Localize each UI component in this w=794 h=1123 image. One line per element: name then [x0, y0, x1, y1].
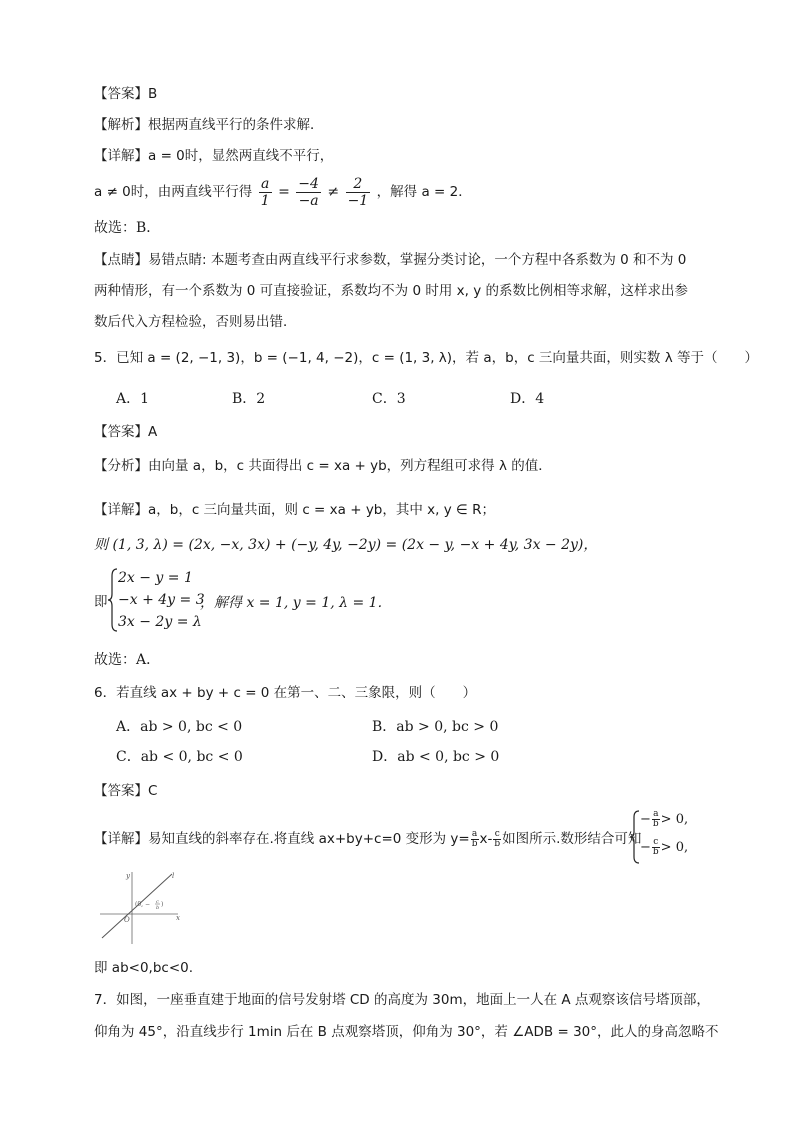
point-tag: 【点睛】 — [94, 252, 148, 268]
analysis-tag: 【分析】 — [94, 458, 148, 474]
q4-analysis-row — [94, 115, 324, 135]
q4-answer-row — [94, 84, 157, 104]
detail-text-a: 易知直线的斜率存在.将直线 ax+by+c=0 变形为 y= — [148, 831, 470, 847]
fraction-2-over-neg1: $\frac{2}{-1}$ — [347, 175, 369, 209]
q6-stem: 6．若直线 ax + by + c = 0 在第一、二、三象限，则（ ） — [94, 685, 477, 701]
fraction-neg4-over-neg-a: $\frac{-4}{-a}$ — [298, 175, 319, 209]
left-brace-icon — [630, 810, 640, 864]
svg-text:b: b — [156, 905, 160, 911]
system-equation-2: −x + 4y = 3 — [118, 592, 205, 608]
analysis-text: 由向量 a，b，c 共面得出 c = xa + yb，列方程组可求得 λ 的值． — [148, 458, 552, 474]
detail-line-2a: a ≠ 0时，由两直线平行得 — [94, 184, 253, 200]
answer-tag: 【答案】 — [94, 424, 148, 440]
q4-point-row-1 — [94, 250, 686, 270]
detail-tag: 【详解】 — [94, 831, 148, 847]
line-graph-figure — [98, 868, 184, 948]
svg-text:c: c — [156, 899, 159, 905]
q6-conclusion: 即 ab<0,bc<0. — [94, 960, 194, 976]
origin-label: O — [124, 916, 130, 924]
line-label: l — [172, 872, 175, 880]
q4-detail-row — [94, 146, 333, 166]
intercept-label: (0, − — [135, 901, 150, 908]
point-line-3: 数后代入方程检验，否则易出错． — [94, 314, 297, 330]
answer-value: B — [148, 86, 158, 102]
q5-system-solution: ，解得 x = 1, y = 1, λ = 1． — [200, 595, 392, 611]
q5-option-c: C．3 — [372, 391, 406, 407]
detail-line-1: a，b，c 三向量共面，则 c = xa + yb，其中 x, y ∈ R； — [148, 502, 495, 518]
answer-tag: 【答案】 — [94, 783, 148, 799]
q4-choose: 故选：B． — [94, 220, 161, 236]
point-line-1: 易错点睛: 本题考查由两直线平行求参数，掌握分类讨论，一个方程中各系数为 0 和不为 0 — [148, 252, 687, 268]
detail-tag: 【详解】 — [94, 148, 148, 164]
x-label: x — [176, 914, 180, 922]
q5-system-prefix: 即 — [94, 594, 108, 610]
analysis-tag: 【解析】 — [94, 117, 148, 133]
q5-detail-line-2: 则 (1, 3, λ) = (2x, −x, 3x) + (−y, 4y, −2y) = (2x − y, −x + 4y, 3x − 2y)， — [94, 537, 598, 553]
answer-tag: 【答案】 — [94, 86, 148, 102]
left-brace-icon — [108, 568, 118, 632]
answer-value: A — [148, 424, 158, 440]
q6-answer-row — [94, 781, 157, 801]
y-label: y — [126, 872, 130, 880]
fraction-a-over-b: $\frac{a}{b}$ — [471, 828, 478, 849]
detail-text-c: 如图所示.数形结合可知 — [502, 831, 642, 847]
q6-detail-row — [94, 829, 641, 849]
fraction-a-over-1: $\frac{a}{1}$ — [260, 175, 270, 209]
q5-analysis-row — [94, 456, 552, 476]
q6-option-d: D．ab < 0, bc > 0 — [372, 749, 500, 765]
q5-detail-row — [94, 500, 495, 520]
q5-choose: 故选：A． — [94, 652, 161, 668]
point-line-2: 两种情形，有一个系数为 0 可直接验证，系数均不为 0 时用 x, y 的系数比例相等求解，这样求出参 — [94, 283, 688, 299]
q6-option-a: A．ab > 0, bc < 0 — [116, 719, 243, 735]
q5-option-b: B．2 — [232, 391, 266, 407]
answer-value: C — [148, 783, 158, 799]
detail-line-1: a = 0时，显然两直线不平行， — [148, 148, 334, 164]
q4-detail-row-2: a ≠ 0时，由两直线平行得 $\frac{a}{1}$ = $\frac{-4}{-a}$ ≠ $\frac{2}{-1}$ ，解得 a = 2． — [94, 175, 472, 209]
analysis-text: 根据两直线平行的条件求解． — [148, 117, 324, 133]
q6-option-c: C．ab < 0, bc < 0 — [116, 749, 243, 765]
q7-line-1: 7．如图，一座垂直建于地面的信号发射塔 CD 的高度为 30m，地面上一人在 A 点观察该信号塔顶部， — [94, 992, 710, 1008]
svg-text:): ) — [161, 901, 164, 908]
q5-answer-row — [94, 422, 157, 442]
detail-line-2b: ，解得 a = 2． — [376, 184, 472, 200]
q7-line-2: 仰角为 45°，沿直线步行 1min 后在 B 点观察塔顶，仰角为 30°，若 ∠ADB = 30°，此人的身高忽略不 — [94, 1024, 719, 1040]
detail-text-b: x- — [479, 831, 493, 847]
q5-option-d: D．4 — [510, 391, 545, 407]
q6-option-b: B．ab > 0, bc > 0 — [372, 719, 499, 735]
fraction-c-over-b: $\frac{c}{b}$ — [494, 828, 501, 849]
q5-stem: 5．已知 a = (2, −1, 3)，b = (−1, 4, −2)，c = (1, 3, λ)，若 a，b，c 三向量共面，则实数 λ 等于（ ） — [94, 350, 758, 366]
detail-tag: 【详解】 — [94, 502, 148, 518]
system-equation-3: 3x − 2y = λ — [118, 614, 202, 630]
inequality-2: − $\frac{c}{b}$ > 0, — [640, 837, 689, 857]
system-equation-1: 2x − y = 1 — [118, 570, 193, 586]
inequality-1: − $\frac{a}{b}$ > 0, — [640, 809, 689, 829]
q5-option-a: A．1 — [116, 391, 150, 407]
